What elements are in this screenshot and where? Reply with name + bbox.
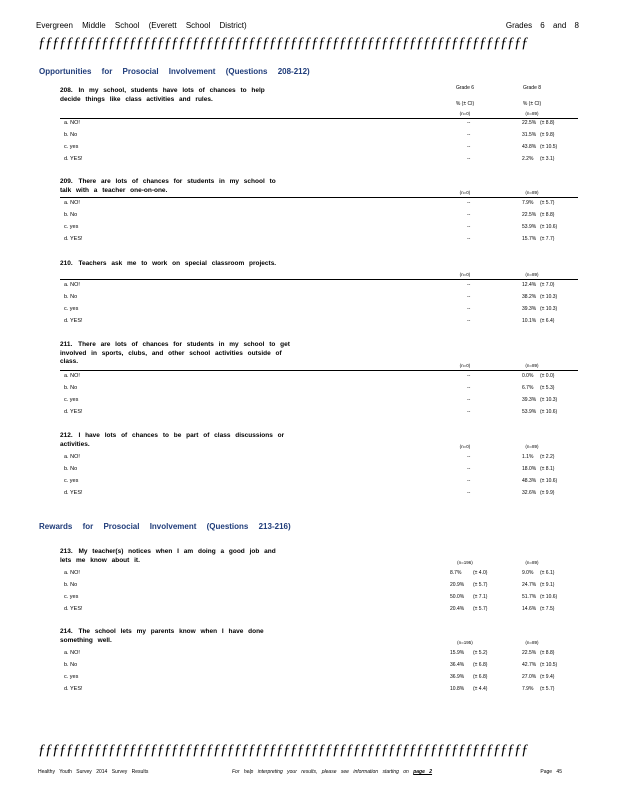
question-text: 211. There are lots of chances for students in my school to get involved in sports, clubs, and other school activities outside of class.: [60, 341, 290, 365]
n-grade8: (n=89): [525, 640, 539, 645]
n-grade8: (n=89): [525, 190, 539, 195]
n-grade8: (n=89): [525, 111, 539, 116]
divider-rule: [60, 118, 578, 119]
col-header-grade6: Grade 6: [455, 85, 475, 91]
answer-row: d. YES! -- 10.1% (± 6.4): [64, 318, 555, 324]
question-text: 213. My teacher(s) notices when I am doing a good job and lets me know about it.: [60, 548, 276, 564]
n-grade6: (n=0): [459, 444, 471, 449]
page-header-school: Evergreen Middle School (Everett School District): [36, 21, 247, 30]
footer-help-note: For help interpreting your results, please see information starting on page 2: [232, 769, 433, 775]
answer-row: b. No 20.9% (± 5.7) 24.7% (± 9.1): [64, 582, 555, 588]
answer-row: b. No -- 18.0% (± 8.1): [64, 466, 555, 472]
answer-row: c. yes 50.0% (± 7.1) 51.7% (± 10.6): [64, 594, 558, 600]
answer-row: a. NO! -- 1.1% (± 2.2): [64, 454, 555, 460]
answer-row: b. No -- 31.5% (± 9.8): [64, 132, 555, 138]
col-header-pct6: % (± CI): [455, 101, 475, 107]
answer-row: d. YES! -- 53.9% (± 10.6): [64, 409, 558, 415]
footer-page-link[interactable]: page 2: [413, 769, 433, 775]
ornament-divider-top: ƒƒƒƒƒƒƒƒƒƒƒƒƒƒƒƒƒƒƒƒƒƒƒƒƒƒƒƒƒƒƒƒƒƒƒƒƒƒƒƒƒƒƒƒƒƒƒƒƒƒƒƒƒƒƒƒƒƒƒƒƒƒƒƒƒƒƒƒƒƒ: [38, 35, 528, 51]
answer-row: d. YES! -- 15.7% (± 7.7): [64, 236, 555, 242]
n-grade6: (n=195): [457, 640, 473, 645]
n-grade8: (n=89): [525, 560, 539, 565]
divider-rule: [60, 197, 578, 198]
answer-row: c. yes -- 48.3% (± 10.6): [64, 478, 558, 484]
answer-row: a. NO! -- 0.0% (± 0.0): [64, 373, 555, 379]
n-grade8: (n=89): [525, 444, 539, 449]
answer-row: c. yes -- 39.3% (± 10.3): [64, 306, 558, 312]
n-grade6: (n=0): [459, 111, 471, 116]
answer-row: c. yes 36.9% (± 6.8) 27.0% (± 9.4): [64, 674, 555, 680]
col-header-grade8: Grade 8: [522, 85, 542, 91]
col-header-pct8: % (± CI): [522, 101, 542, 107]
question-text: 214. The school lets my parents know when I have done something well.: [60, 628, 264, 644]
answer-row: b. No -- 22.5% (± 8.8): [64, 212, 555, 218]
n-grade6: (n=196): [457, 560, 473, 565]
footer-survey-title: Healthy Youth Survey 2014 Survey Results: [38, 769, 149, 775]
answer-row: d. YES! -- 32.6% (± 9.9): [64, 490, 555, 496]
answer-row: a. NO! -- 12.4% (± 7.0): [64, 282, 555, 288]
answer-row: a. NO! 15.9% (± 5.2) 22.5% (± 8.8): [64, 650, 555, 656]
n-grade8: (n=89): [525, 363, 539, 368]
question-text: 208. In my school, students have lots of chances to help decide things like class activities and rules.: [60, 87, 265, 103]
section-title-opportunities: Opportunities for Prosocial Involvement (Questions 208-212): [39, 67, 310, 76]
ornament-divider-bottom: ƒƒƒƒƒƒƒƒƒƒƒƒƒƒƒƒƒƒƒƒƒƒƒƒƒƒƒƒƒƒƒƒƒƒƒƒƒƒƒƒƒƒƒƒƒƒƒƒƒƒƒƒƒƒƒƒƒƒƒƒƒƒƒƒƒƒƒƒƒƒ: [38, 742, 528, 758]
answer-row: a. NO! 8.7% (± 4.0) 9.0% (± 6.1): [64, 570, 555, 576]
answer-row: c. yes -- 43.8% (± 10.5): [64, 144, 558, 150]
page-header-grades: Grades 6 and 8: [505, 21, 579, 30]
answer-row: b. No -- 6.7% (± 5.3): [64, 385, 555, 391]
n-grade6: (n=0): [459, 363, 471, 368]
question-text: 212. I have lots of chances to be part of class discussions or activities.: [60, 432, 285, 448]
answer-row: b. No -- 38.2% (± 10.3): [64, 294, 558, 300]
answer-row: c. yes -- 53.9% (± 10.6): [64, 224, 558, 230]
answer-row: d. YES! -- 2.2% (± 3.1): [64, 156, 555, 162]
answer-row: a. NO! -- 22.5% (± 8.8): [64, 120, 555, 126]
answer-row: c. yes -- 39.3% (± 10.3): [64, 397, 558, 403]
section-title-rewards: Rewards for Prosocial Involvement (Questions 213-216): [39, 522, 291, 531]
question-text: 209. There are lots of chances for students in my school to talk with a teacher one-on-one.: [60, 178, 276, 194]
n-grade6: (n=0): [459, 190, 471, 195]
footer-page-number: Page 45: [540, 769, 562, 775]
question-text: 210. Teachers ask me to work on special classroom projects.: [60, 260, 277, 267]
n-grade8: (n=89): [525, 272, 539, 277]
n-grade6: (n=0): [459, 272, 471, 277]
answer-row: d. YES! 10.8% (± 4.4) 7.9% (± 5.7): [64, 686, 555, 692]
divider-rule: [60, 279, 578, 280]
answer-row: b. No 36.4% (± 6.8) 42.7% (± 10.5): [64, 662, 558, 668]
divider-rule: [60, 370, 578, 371]
answer-row: a. NO! -- 7.9% (± 5.7): [64, 200, 555, 206]
answer-row: d. YES! 20.4% (± 5.7) 14.6% (± 7.5): [64, 606, 555, 612]
